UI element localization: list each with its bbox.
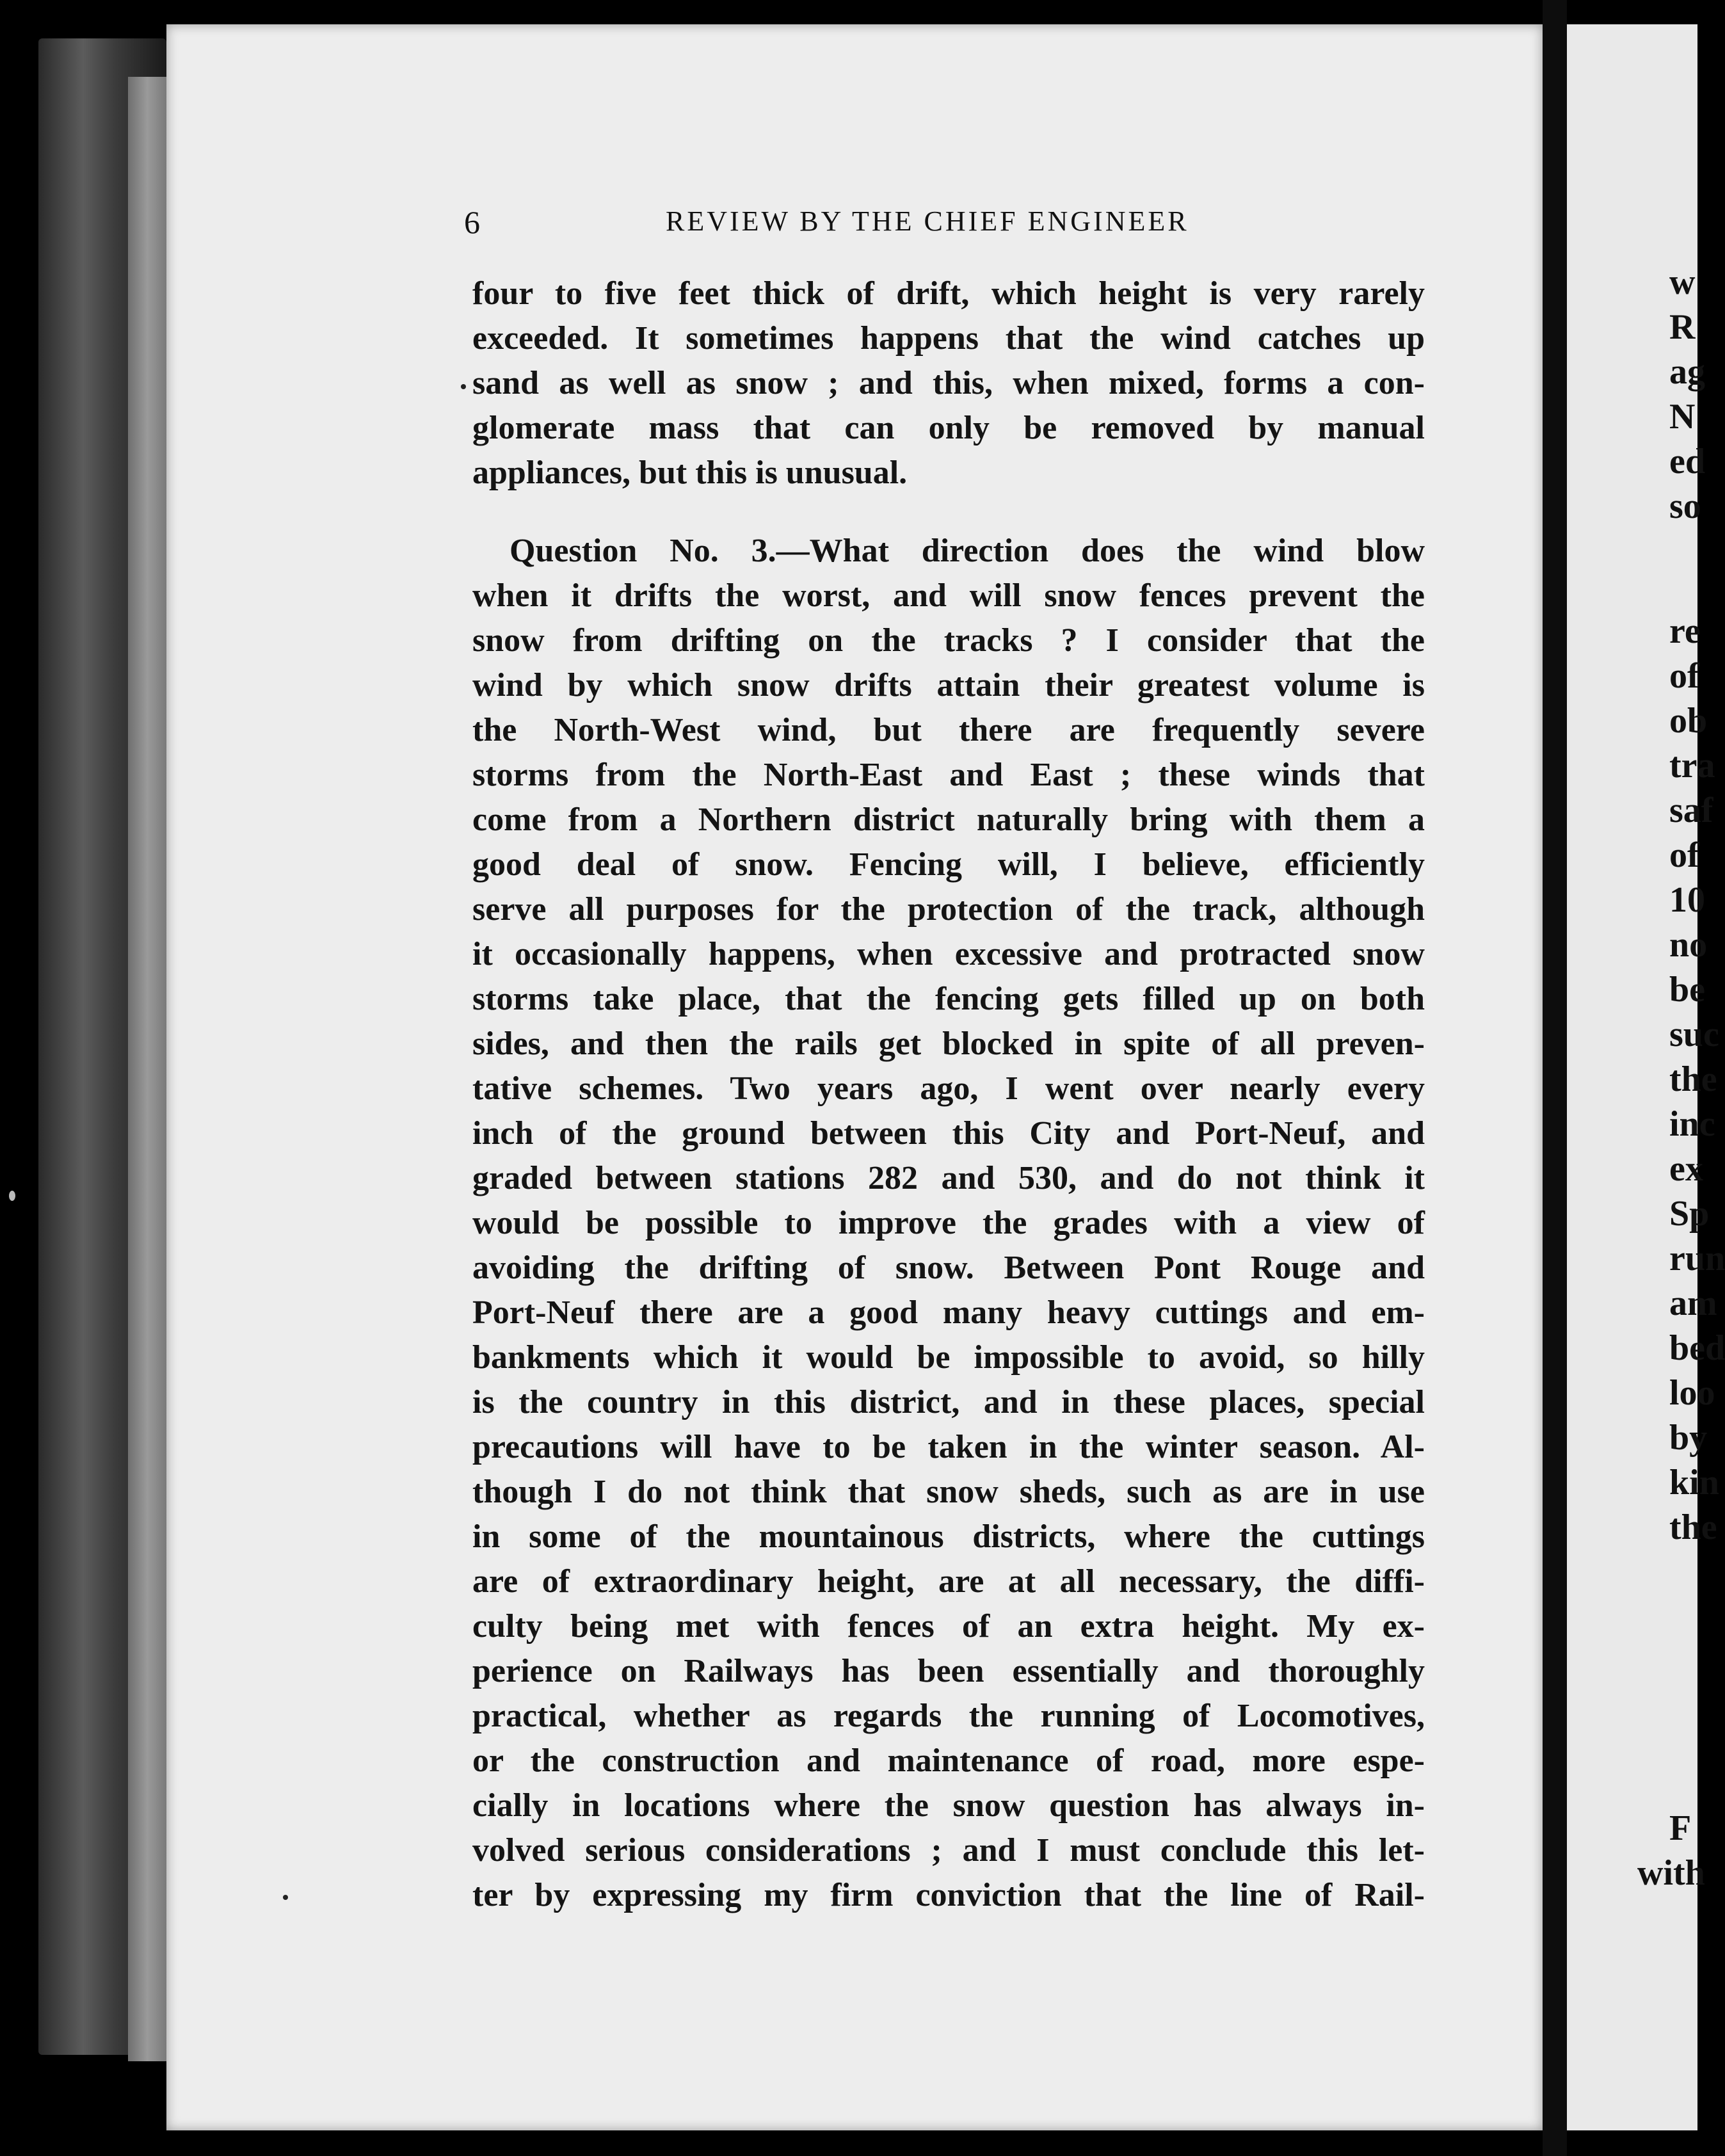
text-line: perience on Railways has been essentially and thoroughly	[472, 1653, 1425, 1689]
text-line: practical, whether as regards the running of Locomotives,	[472, 1698, 1425, 1734]
text-line: storms from the North-East and East ; these winds that	[472, 757, 1425, 793]
next-page-fragment: Sp	[1669, 1194, 1710, 1234]
next-page-fragment: no	[1669, 925, 1708, 965]
text-line: glomerate mass that can only be removed by manual	[472, 410, 1425, 446]
next-page-fragment: be	[1669, 970, 1705, 1010]
text-line: graded between stations 282 and 530, and do not think it	[472, 1160, 1425, 1196]
text-line: good deal of snow. Fencing will, I believe, efficiently	[472, 846, 1425, 883]
page-gutter	[1543, 0, 1567, 2156]
text-line: though I do not think that snow sheds, such as are in use	[472, 1474, 1425, 1510]
text-line: culty being met with fences of an extra height. My ex-	[472, 1608, 1425, 1645]
next-page-fragment: inc	[1669, 1104, 1715, 1144]
next-page-fragment: ex	[1669, 1149, 1703, 1189]
text-line: it occasionally happens, when excessive and protracted snow	[472, 936, 1425, 972]
next-page-fragment: loo	[1669, 1373, 1715, 1413]
next-page-fragment: bed	[1669, 1328, 1725, 1368]
next-page-fragment: suc	[1669, 1015, 1719, 1054]
text-line: inch of the ground between this City and Port-Neuf, and	[472, 1115, 1425, 1152]
scan-speck	[461, 384, 466, 389]
previous-page-edge	[128, 77, 166, 2061]
next-page-fragment: 10	[1669, 880, 1705, 920]
text-line: wind by which snow drifts attain their greatest volume is	[472, 667, 1425, 704]
next-page-fragment: F	[1669, 1808, 1692, 1848]
next-page-edge	[1567, 24, 1725, 2130]
next-page-fragment: by	[1669, 1418, 1708, 1458]
text-line: serve all purposes for the protection of the track, although	[472, 891, 1425, 928]
next-page-fragment: run	[1669, 1239, 1725, 1278]
next-page-fragment: kin	[1669, 1463, 1719, 1502]
next-page-fragment: N	[1669, 397, 1696, 437]
scan-speck	[9, 1191, 15, 1201]
text-line: precautions will have to be taken in the winter season. Al-	[472, 1429, 1425, 1465]
text-line: snow from drifting on the tracks ? I consider that the	[472, 622, 1425, 659]
text-line: sides, and then the rails get blocked in spite of all preven-	[472, 1026, 1425, 1062]
next-page-fragment: ed	[1669, 442, 1705, 481]
text-line: tative schemes. Two years ago, I went over nearly every	[472, 1070, 1425, 1107]
text-line: is the country in this district, and in these places, special	[472, 1384, 1425, 1420]
text-line: ter by expressing my firm conviction that the line of Rail-	[472, 1877, 1425, 1913]
next-page-fragment: re	[1669, 611, 1701, 651]
text-line: sand as well as snow ; and this, when mixed, forms a con-	[472, 365, 1425, 401]
next-page-fragment: saf	[1669, 791, 1713, 830]
next-page-fragment: of	[1669, 835, 1699, 875]
text-line: Port-Neuf there are a good many heavy cuttings and em-	[472, 1294, 1425, 1331]
text-line: storms take place, that the fencing gets filled up on both	[472, 981, 1425, 1017]
text-line: appliances, but this is unusual.	[472, 455, 908, 491]
paragraph-2	[472, 529, 1425, 1918]
next-page-fragment: of	[1669, 656, 1699, 696]
next-page-fragment: with	[1637, 1853, 1705, 1893]
next-page-fragment: so	[1669, 487, 1701, 526]
text-line: when it drifts the worst, and will snow fences prevent the	[472, 577, 1425, 614]
text-line: the North-West wind, but there are frequently severe	[472, 712, 1425, 748]
text-line: or the construction and maintenance of road, more espe-	[472, 1742, 1425, 1779]
next-page-fragment: the	[1669, 1059, 1717, 1099]
text-line: Question No. 3.—What direction does the wind blow	[509, 533, 1425, 569]
text-line: in some of the mountainous districts, where the cuttings	[472, 1518, 1425, 1555]
running-head: REVIEW BY THE CHIEF ENGINEER	[666, 205, 1189, 237]
text-line: come from a Northern district naturally bring with them a	[472, 801, 1425, 838]
scan-speck	[283, 1895, 288, 1900]
text-line: volved serious considerations ; and I must conclude this let-	[472, 1832, 1425, 1869]
text-line: are of extraordinary height, are at all necessary, the diffi-	[472, 1563, 1425, 1600]
text-line: avoiding the drifting of snow. Between Pont Rouge and	[472, 1250, 1425, 1286]
next-page-fragment: tra	[1669, 746, 1715, 785]
next-page-fragment: w	[1669, 262, 1696, 302]
paragraph-1	[472, 271, 1425, 495]
text-line: bankments which it would be impossible to avoid, so hilly	[472, 1339, 1425, 1376]
next-page-fragment: ob	[1669, 701, 1708, 741]
next-page-fragment: am	[1669, 1283, 1717, 1323]
text-line: exceeded. It sometimes happens that the wind catches up	[472, 320, 1425, 357]
text-line: cially in locations where the snow question has always in-	[472, 1787, 1425, 1824]
next-page-fragment: the	[1669, 1508, 1717, 1547]
next-page-fragment: ag	[1669, 352, 1705, 392]
page-body	[472, 271, 1425, 1918]
text-line: would be possible to improve the grades with a view of	[472, 1205, 1425, 1241]
text-line: four to five feet thick of drift, which height is very rarely	[472, 275, 1425, 312]
next-page-fragment: R	[1669, 307, 1696, 347]
page-number: 6	[464, 204, 480, 240]
